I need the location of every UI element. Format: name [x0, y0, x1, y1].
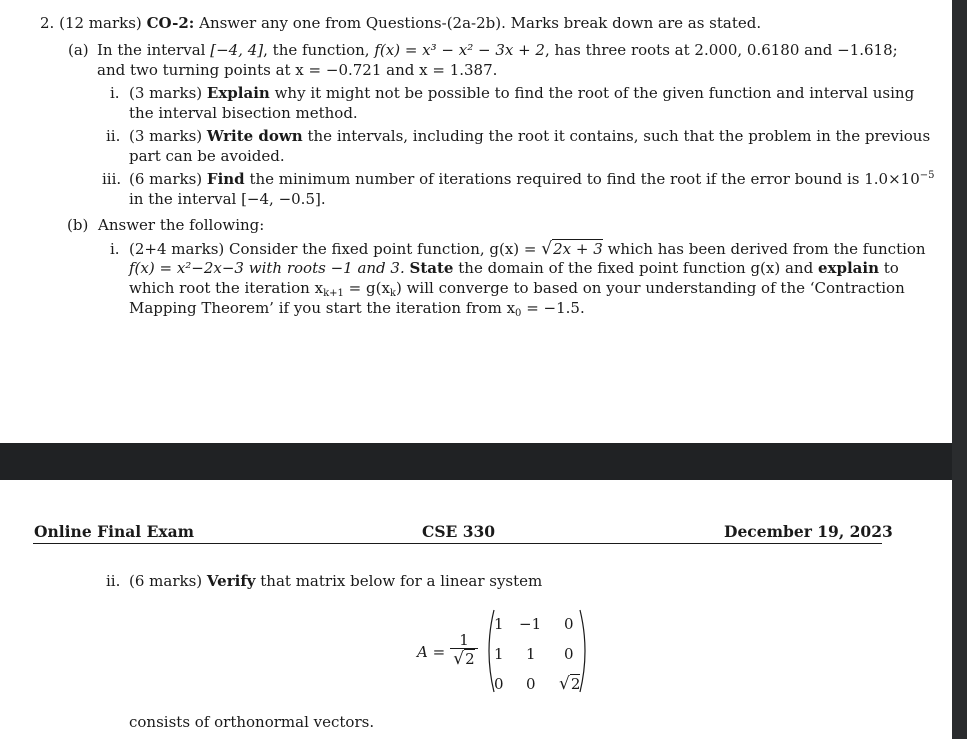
fraction-coefficient [450, 632, 478, 669]
matrix-r1c3: 0 [564, 615, 574, 633]
function-f: f(x) = x³ − x² − 3x + 2 [374, 41, 545, 59]
part-b-i-line3: which root the iteration $x_{k+1} = g(x_k)$ will converge to based on your understanding of the ‘Contraction [129, 279, 905, 299]
fraction-numerator: 1 [459, 631, 469, 649]
header-date: December 19, 2023 [724, 522, 893, 541]
interval: [−4, 4] [210, 41, 264, 59]
part-a-i-line1: (3 marks) Explain why it might not be possible to find the root of the given function and interval using [129, 84, 915, 102]
right-paren [580, 610, 585, 692]
header-course: CSE 330 [422, 522, 496, 541]
header-rule [33, 543, 882, 544]
matrix-lhs: A = [417, 643, 446, 661]
matrix-r3c1: 0 [494, 675, 504, 693]
header-exam-title: Online Final Exam [34, 522, 195, 541]
part-b-label: (b) [67, 216, 89, 234]
matrix-r3c2: 0 [526, 675, 536, 693]
part-b-ii-label: ii. [106, 572, 121, 590]
question-marks: (12 marks) [59, 14, 142, 32]
part-b-ii-line1: (6 marks) Verify that matrix below for a linear system [129, 572, 543, 590]
part-b-i-line1: (2+4 marks) Consider the fixed point function, g(x) = √2x + 3 which has been derived from the function [129, 239, 926, 259]
part-b-ii-closing: consists of orthonormal vectors. [129, 713, 375, 731]
part-a-iii-label: iii. [102, 170, 122, 188]
part-a-iii-line1: (6 marks) Find the minimum number of iterations required to find the root if the error bound is $1.0\times 10^{-5}$ [129, 170, 935, 188]
question-number: 2. [40, 14, 55, 32]
error-exponent: −5 [919, 170, 935, 181]
part-a-ii-label: ii. [106, 127, 121, 145]
fraction-denominator: √2 [450, 648, 478, 669]
part-a-i-line2: the interval bisection method. [129, 104, 358, 122]
question-header [40, 13, 761, 33]
matrix-r3c3: √2 [559, 674, 581, 694]
sqrt-symbol: √ [541, 239, 553, 259]
part-a-iii-line2: in the interval [−4, −0.5]. [129, 190, 326, 208]
matrix-r1c1: 1 [494, 615, 504, 633]
page-break-band [0, 443, 952, 480]
matrix-r1c2: −1 [519, 615, 542, 633]
matrix-r2c3: 0 [564, 645, 574, 663]
part-b-intro: Answer the following: [98, 216, 265, 234]
question-intro: Answer any one from Questions-(2a-2b). Marks break down are as stated. [199, 14, 762, 32]
part-a-label: (a) [68, 41, 89, 59]
part-a-line2: and two turning points at x = −0.721 and x = 1.387. [97, 61, 498, 79]
part-a-ii-line2: part can be avoided. [129, 147, 285, 165]
course-outcome: CO-2: [146, 14, 195, 32]
part-b-i-line4: Mapping Theorem’ if you start the iteration from $x_0 = -1.5$. [129, 299, 585, 319]
part-a-ii-line1: (3 marks) Write down the intervals, including the root it contains, such that the problem in the previous [129, 127, 931, 145]
part-b-i-line2: f(x) = x²−2x−3 with roots −1 and 3. State the domain of the fixed point function g(x) and explain to [129, 259, 899, 277]
matrix-r2c2: 1 [526, 645, 536, 663]
radicand: 2x + 3 [553, 240, 603, 258]
matrix-r2c1: 1 [494, 645, 504, 663]
part-a-i-label: i. [110, 84, 120, 102]
viewer-right-edge [952, 0, 967, 739]
part-b-i-label: i. [110, 240, 120, 258]
part-a-line1: In the interval [−4, 4], the function, f(x) = x³ − x² − 3x + 2, has three roots at 2.000, 0.6180 and −1.618; [97, 41, 898, 59]
